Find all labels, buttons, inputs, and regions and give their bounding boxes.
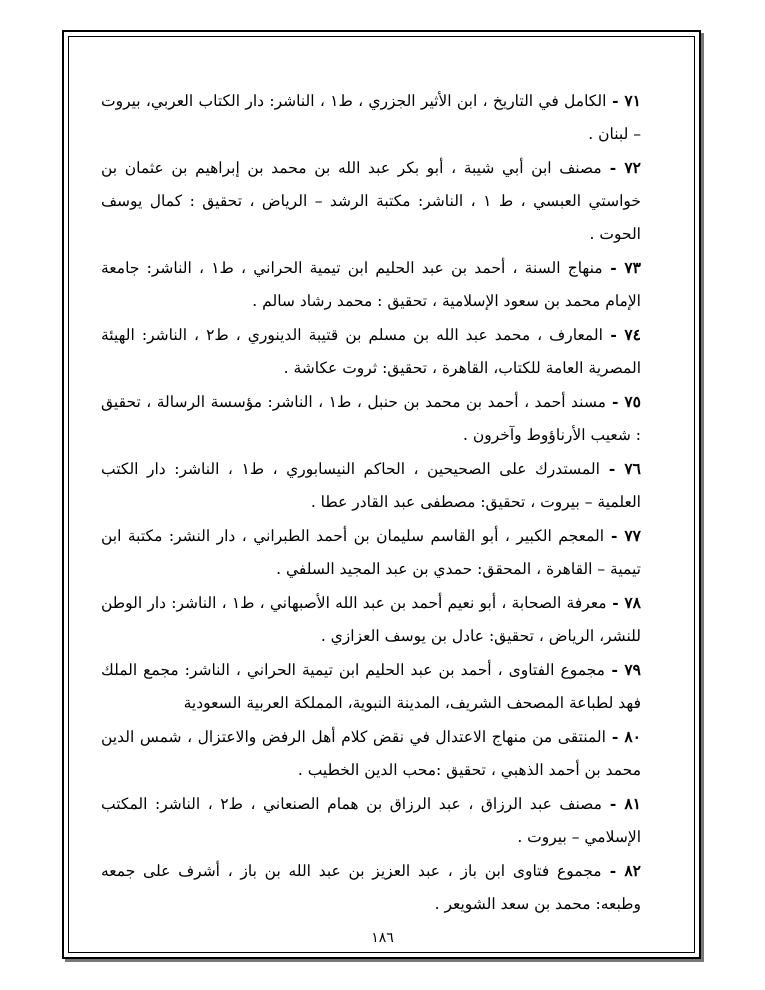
reference-text: مصنف ابن أبي شيبة ، أبو بكر عبد الله بن محمد بن إبراهيم بن عثمان بن خواستي العبسي ، ط ١ ، الناشر: مكتبة الرشد – الرياض ، تحقيق : كمال يوسف الحوت . bbox=[101, 159, 641, 243]
reference-entry: ٧٩ - مجموع الفتاوى ، أحمد بن عبد الحليم ابن تيمية الحراني ، الناشر: مجمع الملك فهد لطباعة المصحف الشريف، المدينة النبوية، المملكة العربية السعودية bbox=[101, 660, 641, 712]
reference-text: معرفة الصحابة ، أبو نعيم أحمد بن عبد الله الأصبهاني ، ط١ ، الناشر: دار الوطن للنشر، الرياض ، تحقيق: عادل بن يوسف العزازي . bbox=[101, 594, 641, 645]
reference-text: المنتقى من منهاج الاعتدال في نقض كلام أهل الرفض والاعتزال ، شمس الدين محمد بن أحمد الذهبي ، تحقيق :محب الدين الخطيب . bbox=[101, 728, 641, 779]
reference-text: منهاج السنة ، أحمد بن عبد الحليم ابن تيمية الحراني ، ط١ ، الناشر: جامعة الإمام محمد بن سعود الإسلامية ، تحقيق : محمد رشاد سالم . bbox=[101, 259, 641, 310]
reference-text: مجموع فتاوى ابن باز ، عبد العزيز بن عبد الله بن باز ، أشرف على جمعه وطبعه: محمد بن سعد الشويعر . bbox=[101, 862, 641, 913]
reference-entry: ٧٥ - مسند أحمد ، أحمد بن محمد بن حنبل ، ط١ ، الناشر: مؤسسة الرسالة ، تحقيق : شعيب الأرناؤوط وآخرون . bbox=[101, 392, 641, 444]
reference-number: ٧٧ bbox=[624, 526, 641, 545]
reference-number: ٧٥ bbox=[624, 392, 641, 411]
reference-entry: ٧٨ - معرفة الصحابة ، أبو نعيم أحمد بن عبد الله الأصبهاني ، ط١ ، الناشر: دار الوطن للنشر، الرياض ، تحقيق: عادل بن يوسف العزازي . bbox=[101, 593, 641, 645]
reference-number: ٨٢ bbox=[624, 861, 641, 880]
reference-entry: ٨٠ - المنتقى من منهاج الاعتدال في نقض كلام أهل الرفض والاعتزال ، شمس الدين محمد بن أحمد الذهبي ، تحقيق :محب الدين الخطيب . bbox=[101, 727, 641, 779]
references-list bbox=[101, 84, 641, 921]
reference-entry: ٧٦ - المستدرك على الصحيحين ، الحاكم النيسابوري ، ط١ ، الناشر: دار الكتب العلمية – بيروت ، تحقيق: مصطفى عبد القادر عطا . bbox=[101, 459, 641, 511]
reference-entry: ٧٧ - المعجم الكبير ، أبو القاسم سليمان بن أحمد الطبراني ، دار النشر: مكتبة ابن تيمية – القاهرة ، المحقق: حمدي بن عبد المجيد السلفي . bbox=[101, 526, 641, 578]
reference-number: ٧٩ bbox=[624, 660, 641, 679]
reference-number: ٧٦ bbox=[624, 459, 641, 478]
reference-text: مصنف عبد الرزاق ، عبد الرزاق بن همام الصنعاني ، ط٢ ، الناشر: المكتب الإسلامي – بيروت . bbox=[101, 795, 641, 846]
reference-number: ٧٢ bbox=[624, 158, 641, 177]
reference-number: ٧٤ bbox=[624, 325, 641, 344]
reference-text: الكامل في التاريخ ، ابن الأثير الجزري ، ط١ ، الناشر: دار الكتاب العربي، بيروت – لبنان . bbox=[101, 92, 641, 143]
reference-entry: ٧٣ - منهاج السنة ، أحمد بن عبد الحليم ابن تيمية الحراني ، ط١ ، الناشر: جامعة الإمام محمد بن سعود الإسلامية ، تحقيق : محمد رشاد سالم . bbox=[101, 258, 641, 310]
reference-entry: ٧٤ - المعارف ، محمد عبد الله بن مسلم بن قتيبة الدينوري ، ط٢ ، الناشر: الهيئة المصرية العامة للكتاب، القاهرة ، تحقيق: ثروت عكاشة . bbox=[101, 325, 641, 377]
reference-text: مجموع الفتاوى ، أحمد بن عبد الحليم ابن تيمية الحراني ، الناشر: مجمع الملك فهد لطباعة المصحف الشريف، المدينة النبوية، المملكة العربية السعودية bbox=[101, 661, 641, 712]
reference-entry: ٨١ - مصنف عبد الرزاق ، عبد الرزاق بن همام الصنعاني ، ط٢ ، الناشر: المكتب الإسلامي – بيروت . bbox=[101, 794, 641, 846]
reference-number: ٨٠ bbox=[624, 727, 641, 746]
reference-number: ٨١ bbox=[624, 794, 641, 813]
reference-text: المعجم الكبير ، أبو القاسم سليمان بن أحمد الطبراني ، دار النشر: مكتبة ابن تيمية – القاهرة ، المحقق: حمدي بن عبد المجيد السلفي . bbox=[101, 527, 641, 578]
reference-entry: ٧١ - الكامل في التاريخ ، ابن الأثير الجزري ، ط١ ، الناشر: دار الكتاب العربي، بيروت – لبنان . bbox=[101, 91, 641, 143]
page-number: ١٨٦ bbox=[371, 930, 394, 946]
reference-number: ٧٨ bbox=[624, 593, 641, 612]
reference-number: ٧١ bbox=[624, 91, 641, 110]
reference-text: المستدرك على الصحيحين ، الحاكم النيسابوري ، ط١ ، الناشر: دار الكتب العلمية – بيروت ، تحقيق: مصطفى عبد القادر عطا . bbox=[101, 460, 641, 511]
reference-number: ٧٣ bbox=[624, 258, 641, 277]
reference-entry: ٧٢ - مصنف ابن أبي شيبة ، أبو بكر عبد الله بن محمد بن إبراهيم بن عثمان بن خواستي العبسي ، ط ١ ، الناشر: مكتبة الرشد – الرياض ، تحقيق : كمال يوسف الحوت . bbox=[101, 158, 641, 243]
reference-text: المعارف ، محمد عبد الله بن مسلم بن قتيبة الدينوري ، ط٢ ، الناشر: الهيئة المصرية العامة للكتاب، القاهرة ، تحقيق: ثروت عكاشة . bbox=[101, 326, 641, 377]
reference-text: مسند أحمد ، أحمد بن محمد بن حنبل ، ط١ ، الناشر: مؤسسة الرسالة ، تحقيق : شعيب الأرناؤوط وآخرون . bbox=[101, 393, 641, 444]
reference-entry: ٨٢ - مجموع فتاوى ابن باز ، عبد العزيز بن عبد الله بن باز ، أشرف على جمعه وطبعه: محمد بن سعد الشويعر . bbox=[101, 861, 641, 913]
